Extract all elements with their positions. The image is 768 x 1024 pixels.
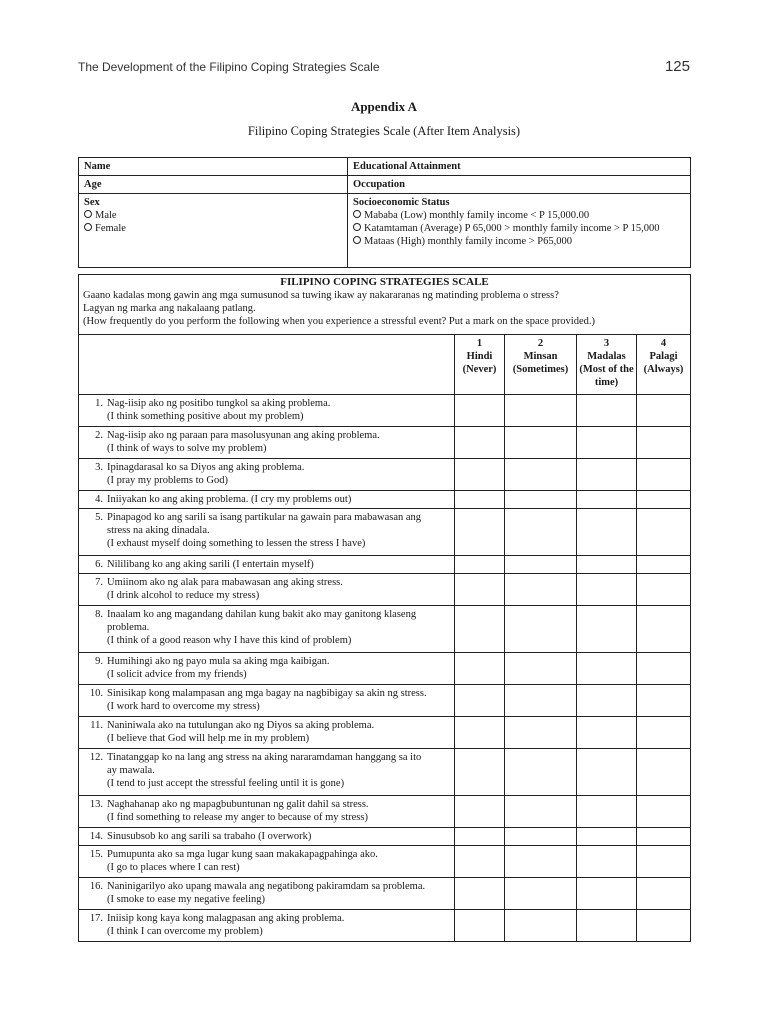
item-text-cell — [79, 606, 455, 653]
item-text-line: Pinapagod ko ang sarili sa isang partikular na gawain para mabawasan ang — [107, 512, 422, 523]
item-number: 2. — [95, 430, 103, 441]
rating-cell-never[interactable] — [455, 878, 505, 910]
radio-circle-icon[interactable] — [84, 210, 92, 218]
rating-cell-sometimes[interactable] — [505, 491, 577, 509]
sex-field — [79, 194, 348, 268]
ses-label: Socioeconomic Status — [353, 197, 450, 208]
rating-cell-most-of-the-time[interactable] — [577, 606, 637, 653]
rating-cell-always[interactable] — [637, 653, 691, 685]
name-label: Name — [84, 161, 111, 172]
item-text-line: Nililibang ko ang aking sarili (I entertain myself) — [107, 559, 314, 570]
item-text-cell — [79, 427, 455, 459]
table-row — [79, 574, 691, 606]
appendix-title: Appendix A — [350, 99, 418, 114]
item-text-line: Iniiyakan ko ang aking problema. (I cry my problems out) — [107, 494, 352, 505]
rating-cell-always[interactable] — [637, 846, 691, 878]
rating-cell-most-of-the-time[interactable] — [577, 846, 637, 878]
rating-cell-never[interactable] — [455, 606, 505, 653]
item-text-line: (I think something positive about my problem) — [107, 411, 304, 422]
radio-circle-icon[interactable] — [353, 223, 361, 231]
item-text-cell — [79, 574, 455, 606]
radio-circle-icon[interactable] — [353, 210, 361, 218]
rating-cell-always[interactable] — [637, 574, 691, 606]
ses-option-high[interactable]: Mataas (High) monthly family income > P65,000 — [353, 236, 572, 247]
rating-cell-never[interactable] — [455, 509, 505, 556]
item-text-cell — [79, 910, 455, 942]
item-text-line: Naghahanap ako ng mapagbubuntunan ng galit dahil sa stress. — [107, 799, 369, 810]
table-row — [79, 685, 691, 717]
occupation-label: Occupation — [353, 179, 405, 190]
item-text-line: (I solicit advice from my friends) — [107, 669, 247, 680]
column-header-most-of-the-time: 3 Madalas (Most of the time) — [577, 335, 637, 395]
item-text-line: (I work hard to overcome my stress) — [107, 701, 260, 712]
rating-cell-never[interactable] — [455, 717, 505, 749]
rating-cell-most-of-the-time[interactable] — [577, 427, 637, 459]
item-number: 15. — [89, 849, 103, 860]
rating-cell-sometimes[interactable] — [505, 846, 577, 878]
rating-cell-sometimes[interactable] — [505, 556, 577, 574]
item-number: 7. — [95, 577, 103, 588]
item-number: 13. — [89, 799, 103, 810]
item-text-cell — [79, 459, 455, 491]
rating-cell-always[interactable] — [637, 796, 691, 828]
rating-cell-sometimes[interactable] — [505, 606, 577, 653]
column-header-sometimes: 2 Minsan (Sometimes) — [505, 335, 577, 395]
table-row — [79, 491, 691, 509]
instruction-line: Lagyan ng marka ang nakalaang patlang. — [83, 303, 256, 314]
item-text-line: (I believe that God will help me in my problem) — [107, 733, 310, 744]
rating-cell-never[interactable] — [455, 459, 505, 491]
item-text-line: (I go to places where I can rest) — [107, 862, 240, 873]
rating-cell-never[interactable] — [455, 653, 505, 685]
rating-cell-most-of-the-time[interactable] — [577, 395, 637, 427]
rating-cell-sometimes[interactable] — [505, 796, 577, 828]
item-text-line: (I tend to just accept the stressful feeling until it is gone) — [107, 778, 345, 789]
rating-cell-most-of-the-time[interactable] — [577, 574, 637, 606]
rating-cell-always[interactable] — [637, 509, 691, 556]
sex-option-female[interactable]: Female — [84, 223, 126, 234]
radio-circle-icon[interactable] — [353, 236, 361, 244]
item-text-cell — [79, 846, 455, 878]
rating-cell-always[interactable] — [637, 717, 691, 749]
item-text-line: stress na aking dinadala. — [107, 525, 210, 536]
item-text-cell — [79, 796, 455, 828]
item-text-line: Nag-iisip ako ng positibo tungkol sa aking problema. — [107, 398, 331, 409]
item-text-line: (I think of ways to solve my problem) — [107, 443, 267, 454]
rating-cell-most-of-the-time[interactable] — [577, 878, 637, 910]
item-text-cell — [79, 828, 455, 846]
item-number: 12. — [89, 752, 103, 763]
item-number: 6. — [95, 559, 103, 570]
rating-cell-sometimes[interactable] — [505, 910, 577, 942]
rating-cell-never[interactable] — [455, 796, 505, 828]
instruction-line: (How frequently do you perform the following when you experience a stressful event? Put a mark on the space provided.) — [83, 316, 596, 327]
item-text-line: problema. — [107, 622, 150, 633]
running-header — [78, 58, 690, 76]
item-text-line: Pumupunta ako sa mga lugar kung saan makakapagpahinga ako. — [107, 849, 378, 860]
occupation-field[interactable] — [348, 176, 691, 194]
table-row — [79, 846, 691, 878]
item-number: 4. — [95, 494, 103, 505]
rating-cell-sometimes[interactable] — [505, 717, 577, 749]
rating-cell-sometimes[interactable] — [505, 878, 577, 910]
name-field[interactable] — [79, 158, 348, 176]
rating-cell-always[interactable] — [637, 749, 691, 796]
ses-field — [348, 194, 691, 268]
rating-cell-most-of-the-time[interactable] — [577, 749, 637, 796]
item-text-cell — [79, 878, 455, 910]
item-text-cell — [79, 749, 455, 796]
item-number: 10. — [89, 688, 103, 699]
rating-cell-always[interactable] — [637, 606, 691, 653]
rating-cell-always[interactable] — [637, 459, 691, 491]
item-text-line: (I pray my problems to God) — [107, 475, 229, 486]
rating-cell-always[interactable] — [637, 910, 691, 942]
rating-cell-most-of-the-time[interactable] — [577, 717, 637, 749]
instruction-line: Gaano kadalas mong gawin ang mga sumusunod sa tuwing ikaw ay nakararanas ng matinding problema o stress? — [83, 290, 559, 301]
rating-cell-most-of-the-time[interactable] — [577, 828, 637, 846]
table-row — [79, 556, 691, 574]
rating-cell-never[interactable] — [455, 749, 505, 796]
rating-cell-always[interactable] — [637, 556, 691, 574]
rating-cell-always[interactable] — [637, 878, 691, 910]
column-header-always: 4 Palagi (Always) — [637, 335, 691, 395]
item-number: 11. — [90, 720, 103, 731]
age-field[interactable] — [79, 176, 348, 194]
item-text-cell — [79, 509, 455, 556]
rating-cell-sometimes[interactable] — [505, 653, 577, 685]
item-text-line: Iniisip kong kaya kong malagpasan ang aking problema. — [107, 913, 345, 924]
sex-label: Sex — [84, 197, 100, 208]
table-row — [79, 653, 691, 685]
rating-cell-never[interactable] — [455, 556, 505, 574]
scale-title: FILIPINO COPING STRATEGIES SCALE — [280, 276, 489, 288]
item-text-line: Tinatanggap ko na lang ang stress na aking nararamdaman hanggang sa ito — [107, 752, 422, 763]
rating-cell-sometimes[interactable] — [505, 574, 577, 606]
rating-cell-sometimes[interactable] — [505, 427, 577, 459]
item-number: 8. — [95, 609, 103, 620]
rating-cell-most-of-the-time[interactable] — [577, 491, 637, 509]
coping-scale-table — [78, 274, 691, 942]
item-text-cell — [79, 653, 455, 685]
table-row — [79, 606, 691, 653]
radio-circle-icon[interactable] — [84, 223, 92, 231]
item-text-line: ay mawala. — [107, 765, 155, 776]
item-text-line: Sinisikap kong malampasan ang mga bagay na nagbibigay sa akin ng stress. — [107, 688, 427, 699]
item-text-cell — [79, 491, 455, 509]
rating-cell-never[interactable] — [455, 395, 505, 427]
ses-option-average[interactable]: Katamtaman (Average) P 65,000 > monthly family income > P 15,000 — [353, 223, 659, 234]
rating-cell-sometimes[interactable] — [505, 749, 577, 796]
table-row — [79, 509, 691, 556]
rating-cell-most-of-the-time[interactable] — [577, 910, 637, 942]
table-row — [79, 828, 691, 846]
item-text-line: Umiinom ako ng alak para mabawasan ang aking stress. — [107, 577, 343, 588]
table-row — [79, 910, 691, 942]
table-row — [79, 459, 691, 491]
page-number: 125 — [664, 58, 690, 75]
rating-cell-always[interactable] — [637, 427, 691, 459]
rating-cell-sometimes[interactable] — [505, 509, 577, 556]
table-row — [79, 749, 691, 796]
item-text-line: (I think of a good reason why I have this kind of problem) — [107, 635, 352, 646]
item-text-line: Humihingi ako ng payo mula sa aking mga kaibigan. — [107, 656, 330, 667]
item-text-cell — [79, 556, 455, 574]
sex-option-male[interactable]: Male — [84, 210, 117, 221]
scale-intro — [79, 275, 691, 335]
item-text-line: Inaalam ko ang magandang dahilan kung bakit ako may ganitong klaseng — [107, 609, 417, 620]
rating-cell-most-of-the-time[interactable] — [577, 556, 637, 574]
rating-cell-most-of-the-time[interactable] — [577, 509, 637, 556]
rating-cell-never[interactable] — [455, 574, 505, 606]
item-number: 5. — [95, 512, 103, 523]
item-text-line: Nag-iisip ako ng paraan para masolusyunan ang aking problema. — [107, 430, 380, 441]
rating-cell-always[interactable] — [637, 491, 691, 509]
education-field[interactable] — [348, 158, 691, 176]
table-row — [79, 878, 691, 910]
table-row — [79, 427, 691, 459]
ses-option-low[interactable]: Mababa (Low) monthly family income < P 15,000.00 — [353, 210, 589, 221]
rating-cell-most-of-the-time[interactable] — [577, 653, 637, 685]
rating-cell-sometimes[interactable] — [505, 685, 577, 717]
item-number: 16. — [89, 881, 103, 892]
rating-cell-never[interactable] — [455, 491, 505, 509]
rating-cell-sometimes[interactable] — [505, 395, 577, 427]
item-text-cell — [79, 685, 455, 717]
rating-cell-sometimes[interactable] — [505, 459, 577, 491]
education-label: Educational Attainment — [353, 161, 461, 172]
rating-cell-never[interactable] — [455, 828, 505, 846]
rating-cell-never[interactable] — [455, 427, 505, 459]
rating-cell-most-of-the-time[interactable] — [577, 685, 637, 717]
item-text-line: Ipinagdarasal ko sa Diyos ang aking problema. — [107, 462, 305, 473]
table-row — [79, 717, 691, 749]
item-text-line: (I think I can overcome my problem) — [107, 926, 263, 937]
rating-cell-never[interactable] — [455, 910, 505, 942]
age-label: Age — [84, 179, 102, 190]
table-row — [79, 395, 691, 427]
item-text-line: Naninigarilyo ako upang mawala ang negatibong pakiramdam sa problema. — [107, 881, 426, 892]
rating-cell-sometimes[interactable] — [505, 828, 577, 846]
rating-cell-never[interactable] — [455, 685, 505, 717]
rating-cell-always[interactable] — [637, 828, 691, 846]
item-number: 1. — [95, 398, 103, 409]
table-row — [79, 796, 691, 828]
item-text-cell — [79, 395, 455, 427]
rating-cell-most-of-the-time[interactable] — [577, 459, 637, 491]
item-text-cell — [79, 717, 455, 749]
item-number: 14. — [89, 831, 103, 842]
item-number: 9. — [95, 656, 103, 667]
running-title: The Development of the Filipino Coping Strategies Scale — [78, 60, 380, 74]
item-text-line: (I exhaust myself doing something to lessen the stress I have) — [107, 538, 366, 549]
rating-cell-never[interactable] — [455, 846, 505, 878]
item-text-line: (I find something to release my anger to because of my stress) — [107, 812, 368, 823]
appendix-subtitle: Filipino Coping Strategies Scale (After Item Analysis) — [247, 124, 521, 138]
rating-cell-always[interactable] — [637, 685, 691, 717]
item-number: 17. — [89, 913, 103, 924]
item-text-line: Naniniwala ako na tutulungan ako ng Diyos sa aking problema. — [107, 720, 375, 731]
rating-cell-always[interactable] — [637, 395, 691, 427]
item-text-line: (I drink alcohol to reduce my stress) — [107, 590, 260, 601]
item-text-line: Sinusubsob ko ang sarili sa trabaho (I overwork) — [107, 831, 312, 842]
column-header-never: 1 Hindi (Never) — [455, 335, 505, 395]
item-number: 3. — [95, 462, 103, 473]
demographics-table — [78, 157, 691, 268]
rating-cell-most-of-the-time[interactable] — [577, 796, 637, 828]
item-text-line: (I smoke to ease my negative feeling) — [107, 894, 266, 905]
item-column-header — [79, 335, 455, 395]
